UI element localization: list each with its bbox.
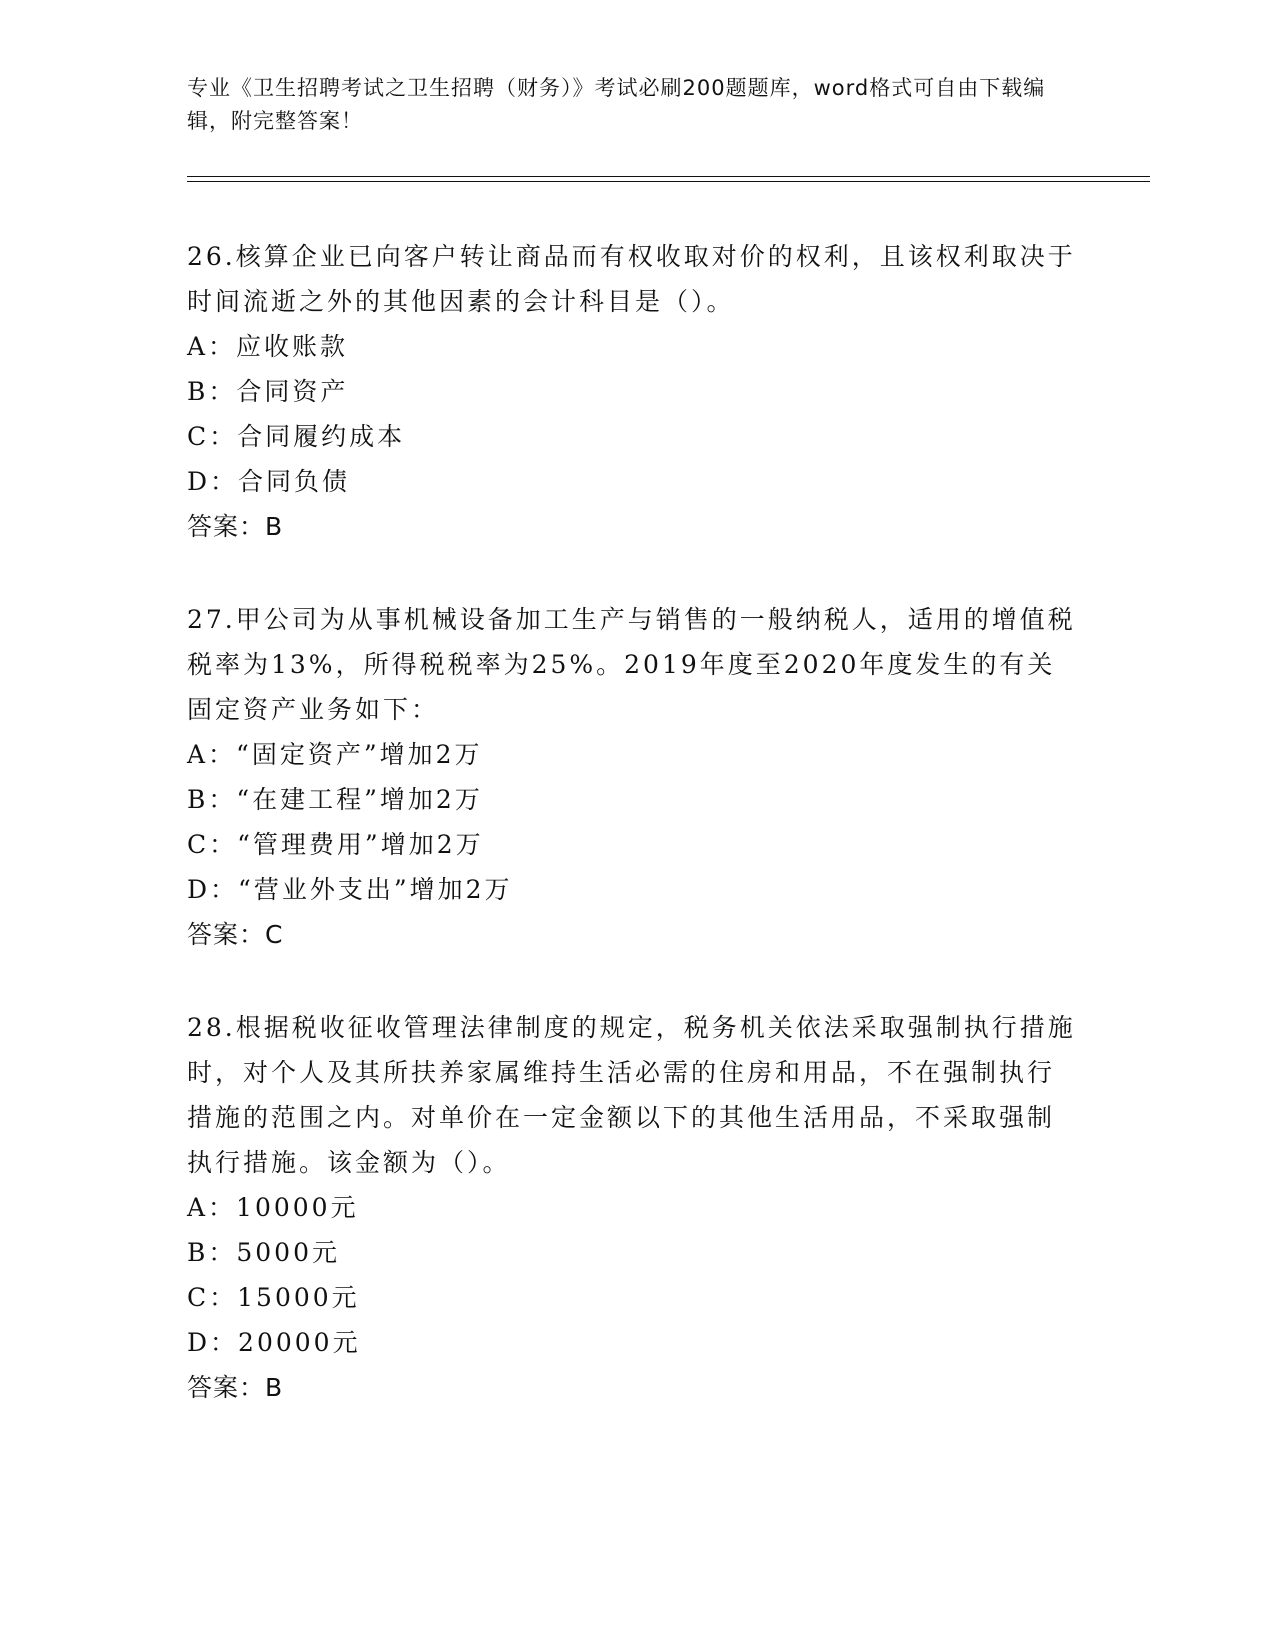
option-b: B：“在建工程”增加2万: [187, 785, 483, 814]
option-d: D：“营业外支出”增加2万: [187, 875, 513, 904]
header-divider-bottom: [187, 181, 1150, 182]
option-a: A：“固定资产”增加2万: [187, 740, 483, 769]
option-a: A：应收账款: [187, 332, 349, 361]
option-a: A：10000元: [187, 1193, 359, 1222]
option-d: D：20000元: [187, 1328, 361, 1357]
question-stem: 28.根据税收征收管理法律制度的规定，税务机关依法采取强制执行措施时，对个人及其所扶养家属维持生活必需的住房和用品，不在强制执行措施的范围之内。对单价在一定金额以下的其他生活用品，不采取强制执行措施。该金额为（）。: [187, 1013, 1076, 1177]
option-b: B：合同资产: [187, 377, 349, 406]
question-28: [187, 1005, 1077, 1411]
answer: 答案：B: [187, 512, 284, 541]
answer: 答案：B: [187, 1373, 284, 1402]
question-27: [187, 597, 1077, 958]
question-stem: 27.甲公司为从事机械设备加工生产与销售的一般纳税人，适用的增值税税率为13%，所得税税率为25%。2019年度至2020年度发生的有关固定资产业务如下：: [187, 605, 1076, 724]
option-b: B：5000元: [187, 1238, 340, 1267]
option-c: C：15000元: [187, 1283, 360, 1312]
option-c: C：合同履约成本: [187, 422, 406, 451]
option-c: C：“管理费用”增加2万: [187, 830, 484, 859]
answer: 答案：C: [187, 920, 284, 949]
question-26: [187, 234, 1077, 550]
document-header: 专业《卫生招聘考试之卫生招聘（财务）》考试必刷200题题库，word格式可自由下载编辑，附完整答案！: [187, 76, 1046, 133]
question-stem: 26.核算企业已向客户转让商品而有权收取对价的权利，且该权利取决于时间流逝之外的其他因素的会计科目是（）。: [187, 242, 1076, 316]
option-d: D：合同负债: [187, 467, 351, 496]
header-divider-top: [187, 176, 1150, 177]
